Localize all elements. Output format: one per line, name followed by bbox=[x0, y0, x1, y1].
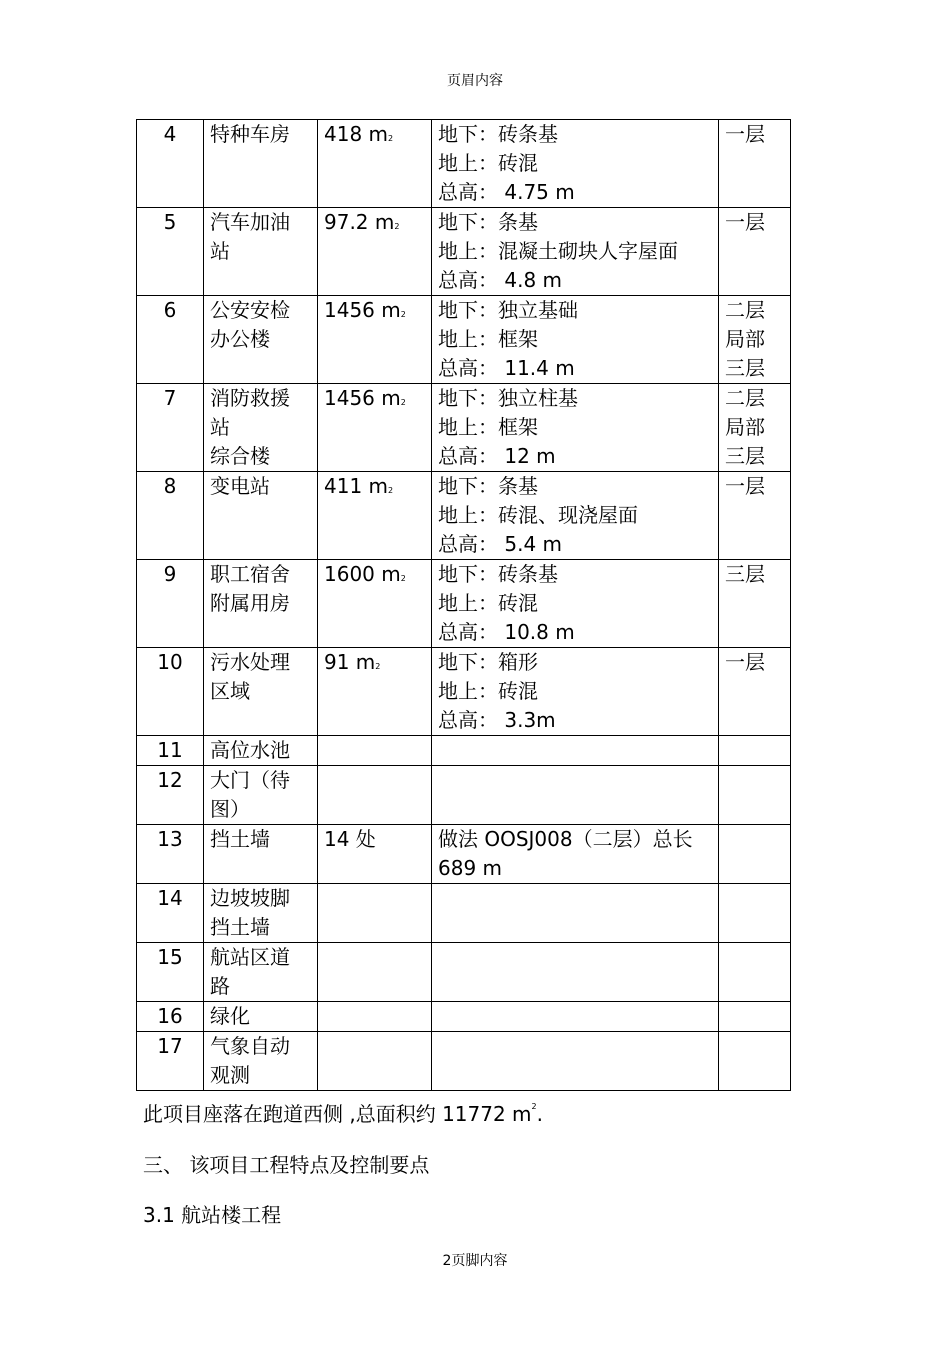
floors-cell bbox=[719, 472, 791, 560]
area-value: 418 m bbox=[324, 122, 389, 146]
row-number-cell: 13 bbox=[137, 825, 204, 884]
structure-line: 地下：条基 bbox=[438, 474, 538, 498]
floors-line: 局部 bbox=[725, 327, 765, 351]
area-value: 1456 m bbox=[324, 298, 401, 322]
building-name-cell bbox=[204, 884, 318, 943]
structure-line: 总高： 12 m bbox=[438, 444, 556, 468]
structure-line: 地下：箱形 bbox=[438, 650, 538, 674]
row-number-cell: 10 bbox=[137, 648, 204, 736]
building-name-cell bbox=[204, 648, 318, 736]
area-cell bbox=[318, 296, 432, 384]
structure-line: 地下：独立基础 bbox=[438, 298, 578, 322]
floors-line: 三层 bbox=[725, 444, 765, 468]
floors-cell bbox=[719, 1032, 791, 1091]
table-row bbox=[137, 296, 791, 384]
building-name-cell bbox=[204, 943, 318, 1002]
building-name-line: 挡土墙 bbox=[210, 827, 270, 851]
building-name-line: 变电站 bbox=[210, 474, 270, 498]
summary-paragraph bbox=[143, 1098, 543, 1127]
floors-line: 一层 bbox=[725, 122, 765, 146]
floors-cell bbox=[719, 766, 791, 825]
floors-cell bbox=[719, 825, 791, 884]
structure-line: 地下：砖条基 bbox=[438, 562, 558, 586]
floors-line: 二层 bbox=[725, 386, 765, 410]
building-name-line: 汽车加油 bbox=[210, 210, 290, 234]
area-cell bbox=[318, 560, 432, 648]
building-name-line: 公安安检 bbox=[210, 298, 290, 322]
area-value: 14 处 bbox=[324, 827, 376, 851]
structure-line: 地上：框架 bbox=[438, 327, 538, 351]
structure-line: 总高： 4.8 m bbox=[438, 268, 563, 292]
area-unit-sup: 2 bbox=[388, 134, 394, 143]
structure-cell bbox=[432, 825, 719, 884]
floors-line: 一层 bbox=[725, 474, 765, 498]
structure-cell bbox=[432, 766, 719, 825]
area-cell bbox=[318, 1032, 432, 1091]
building-name-cell bbox=[204, 120, 318, 208]
table-row bbox=[137, 384, 791, 472]
row-number-cell: 16 bbox=[137, 1002, 204, 1032]
structure-cell bbox=[432, 560, 719, 648]
structure-line: 总高： 3.3m bbox=[438, 708, 556, 732]
structure-line: 地下：砖条基 bbox=[438, 122, 558, 146]
floors-line: 一层 bbox=[725, 210, 765, 234]
building-name-line: 职工宿舍 bbox=[210, 562, 290, 586]
structure-line: 地上：砖混 bbox=[438, 591, 538, 615]
structure-line: 总高： 5.4 m bbox=[438, 532, 563, 556]
structure-cell bbox=[432, 208, 719, 296]
table-row bbox=[137, 943, 791, 1002]
area-value: 411 m bbox=[324, 474, 389, 498]
table-row bbox=[137, 648, 791, 736]
building-name-cell bbox=[204, 1032, 318, 1091]
row-number-cell: 8 bbox=[137, 472, 204, 560]
building-name-cell bbox=[204, 560, 318, 648]
area-value: 1600 m bbox=[324, 562, 401, 586]
floors-line: 三层 bbox=[725, 356, 765, 380]
structure-cell bbox=[432, 943, 719, 1002]
structure-line: 地上：混凝土砌块人字屋面 bbox=[438, 239, 678, 263]
row-number-cell: 7 bbox=[137, 384, 204, 472]
area-cell bbox=[318, 1002, 432, 1032]
area-unit-sup: 2 bbox=[394, 222, 400, 231]
structure-cell bbox=[432, 648, 719, 736]
area-unit-sup: 2 bbox=[400, 398, 406, 407]
building-name-cell bbox=[204, 296, 318, 384]
building-name-line: 图） bbox=[210, 797, 250, 821]
building-name-line: 高位水池 bbox=[210, 738, 290, 762]
page-header: 页眉内容 bbox=[447, 73, 503, 89]
table-row bbox=[137, 208, 791, 296]
structure-line: 地上：砖混、现浇屋面 bbox=[438, 503, 638, 527]
building-name-line: 特种车房 bbox=[210, 122, 290, 146]
structure-line: 地上：砖混 bbox=[438, 151, 538, 175]
structure-line: 地下：条基 bbox=[438, 210, 538, 234]
table-row bbox=[137, 884, 791, 943]
floors-line: 二层 bbox=[725, 298, 765, 322]
floors-cell bbox=[719, 296, 791, 384]
section-3-1-heading: 3.1 航站楼工程 bbox=[143, 1203, 282, 1227]
table-row bbox=[137, 120, 791, 208]
row-number-cell: 5 bbox=[137, 208, 204, 296]
building-name-line: 路 bbox=[210, 974, 230, 998]
floors-line: 三层 bbox=[725, 562, 765, 586]
area-cell bbox=[318, 208, 432, 296]
area-cell bbox=[318, 825, 432, 884]
area-cell bbox=[318, 472, 432, 560]
section-3-heading: 三、 该项目工程特点及控制要点 bbox=[143, 1153, 430, 1177]
area-value: 1456 m bbox=[324, 386, 401, 410]
structure-line: 做法 OOSJ008（二层）总长 bbox=[438, 827, 693, 851]
building-name-line: 观测 bbox=[210, 1063, 250, 1087]
structure-cell bbox=[432, 736, 719, 766]
building-name-line: 附属用房 bbox=[210, 591, 290, 615]
area-cell bbox=[318, 648, 432, 736]
structure-line: 总高： 4.75 m bbox=[438, 180, 575, 204]
structure-cell bbox=[432, 120, 719, 208]
structure-line: 地上：框架 bbox=[438, 415, 538, 439]
table-row bbox=[137, 560, 791, 648]
floors-cell bbox=[719, 1002, 791, 1032]
area-cell bbox=[318, 120, 432, 208]
building-name-line: 航站区道 bbox=[210, 945, 290, 969]
building-name-line: 站 bbox=[210, 239, 230, 263]
row-number-cell: 12 bbox=[137, 766, 204, 825]
area-cell bbox=[318, 884, 432, 943]
building-name-cell bbox=[204, 736, 318, 766]
structure-line: 689 m bbox=[438, 856, 503, 880]
area-unit-sup: 2 bbox=[375, 662, 381, 671]
table-row bbox=[137, 766, 791, 825]
table-row bbox=[137, 825, 791, 884]
building-name-line: 消防救援 bbox=[210, 386, 290, 410]
floors-cell bbox=[719, 560, 791, 648]
floors-cell bbox=[719, 208, 791, 296]
floors-cell bbox=[719, 648, 791, 736]
building-table bbox=[136, 119, 791, 1091]
row-number-cell: 6 bbox=[137, 296, 204, 384]
structure-cell bbox=[432, 1032, 719, 1091]
row-number-cell: 4 bbox=[137, 120, 204, 208]
building-name-cell bbox=[204, 472, 318, 560]
building-name-line: 办公楼 bbox=[210, 327, 270, 351]
summary-sup: 2 bbox=[531, 1102, 537, 1111]
building-name-line: 站 bbox=[210, 415, 230, 439]
building-name-line: 大门（待 bbox=[210, 768, 290, 792]
building-name-cell bbox=[204, 1002, 318, 1032]
floors-cell bbox=[719, 384, 791, 472]
summary-text: 此项目座落在跑道西侧 ,总面积约 11772 m bbox=[143, 1102, 532, 1126]
building-name-line: 挡土墙 bbox=[210, 915, 270, 939]
building-name-line: 绿化 bbox=[210, 1004, 250, 1028]
building-name-cell bbox=[204, 825, 318, 884]
page-footer: 2页脚内容 bbox=[442, 1253, 508, 1269]
floors-cell bbox=[719, 120, 791, 208]
table-row bbox=[137, 736, 791, 766]
row-number-cell: 9 bbox=[137, 560, 204, 648]
summary-tail: . bbox=[536, 1102, 543, 1126]
building-name-line: 综合楼 bbox=[210, 444, 270, 468]
area-value: 91 m bbox=[324, 650, 376, 674]
building-table-body bbox=[137, 120, 791, 1091]
building-name-line: 污水处理 bbox=[210, 650, 290, 674]
building-name-cell bbox=[204, 208, 318, 296]
structure-line: 总高： 11.4 m bbox=[438, 356, 575, 380]
floors-cell bbox=[719, 884, 791, 943]
area-unit-sup: 2 bbox=[400, 310, 406, 319]
structure-cell bbox=[432, 384, 719, 472]
row-number-cell: 15 bbox=[137, 943, 204, 1002]
building-name-cell bbox=[204, 384, 318, 472]
area-unit-sup: 2 bbox=[400, 574, 406, 583]
building-name-cell bbox=[204, 766, 318, 825]
structure-cell bbox=[432, 472, 719, 560]
building-name-line: 气象自动 bbox=[210, 1034, 290, 1058]
row-number-cell: 11 bbox=[137, 736, 204, 766]
floors-line: 一层 bbox=[725, 650, 765, 674]
area-cell bbox=[318, 736, 432, 766]
area-unit-sup: 2 bbox=[388, 486, 394, 495]
structure-cell bbox=[432, 1002, 719, 1032]
area-value: 97.2 m bbox=[324, 210, 395, 234]
table-row bbox=[137, 1002, 791, 1032]
area-cell bbox=[318, 943, 432, 1002]
building-name-line: 区域 bbox=[210, 679, 250, 703]
floors-line: 局部 bbox=[725, 415, 765, 439]
structure-line: 地下：独立柱基 bbox=[438, 386, 578, 410]
structure-line: 总高： 10.8 m bbox=[438, 620, 575, 644]
structure-cell bbox=[432, 296, 719, 384]
area-cell bbox=[318, 384, 432, 472]
row-number-cell: 17 bbox=[137, 1032, 204, 1091]
floors-cell bbox=[719, 736, 791, 766]
floors-cell bbox=[719, 943, 791, 1002]
area-cell bbox=[318, 766, 432, 825]
table-row bbox=[137, 1032, 791, 1091]
structure-cell bbox=[432, 884, 719, 943]
row-number-cell: 14 bbox=[137, 884, 204, 943]
building-name-line: 边坡坡脚 bbox=[210, 886, 290, 910]
structure-line: 地上：砖混 bbox=[438, 679, 538, 703]
table-row bbox=[137, 472, 791, 560]
